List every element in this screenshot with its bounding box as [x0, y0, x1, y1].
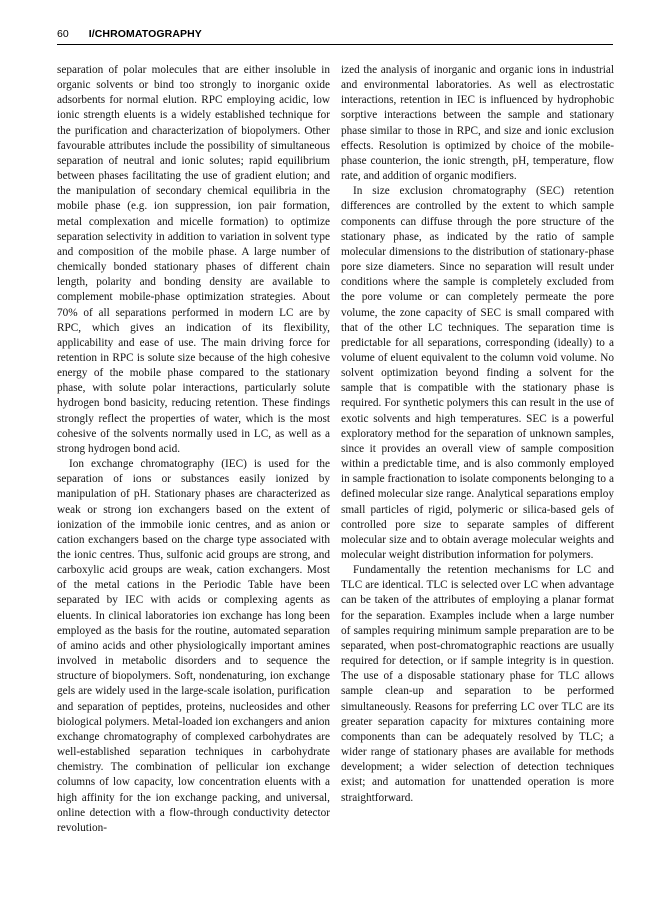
paragraph-iec-cont: ized the analysis of inorganic and organic ions in industrial and environmental laboratories. As well as electrostatic interactions, retention in IEC is influenced by hydrophobic sorptive interactions between the sample and stationary phase similar to those in RPC, and size and ionic exclusion effects. Resolution is optimized by choice of the mobile-phase counterion, the ionic strength, pH, temperature, flow rate, and addition of organic modifiers. [341, 64, 614, 183]
paragraph-sec: In size exclusion chromatography (SEC) retention differences are controlled by the extent to which sample components can diffuse through the pore structure of the stationary phase, as indicated by the ratio of sample molecular dimensions to the distribution of stationary-phase pore size diameters. Since no separation will result under conditions where the sample is completely excluded from the pore volume or can completely permeate the pore volume, the zone capacity of SEC is small compared with that of the other LC techniques. The separation time is predictable for all separations, corresponding (ideally) to a volume of eluent equivalent to the column void volume. No solvent optimization beyond finding a solvent for the sample that is compatible with the stationary phase is required. For synthetic polymers this can result in the use of exotic solvents and high temperatures. SEC is a powerful exploratory method for the separation of unknown samples, since it provides an overall view of sample composition within a predictable time, and is also commonly employed in sample fractionation to isolate components belonging to a defined molecular size range. Analytical separations employ small particles of rigid, polymeric or silica-based gels of controlled pore size to separate samples of different molecular size and to obtain average molecular weights and molecular weight distribution information for polymers. [341, 185, 614, 561]
header-rule [57, 44, 613, 45]
paragraph-rpc: separation of polar molecules that are either insoluble in organic solvents or bind too strongly to inorganic oxide adsorbents for normal elution. RPC employing acidic, low ionic strength eluents is a widely established technique for the purification and characterization of biopolymers. Other favourable attributes include the possibility of simultaneous separation of neutral and ionic solutes; rapid equilibrium between phases facilitating the use of gradient elution; and the manipulation of secondary chemical equilibria in the mobile phase (e.g. ion suppression, ion pair formation, metal complexation and micelle formation) to optimize separation selectivity in addition to variation in solvent type and composition of the mobile phase. A large number of chemically bonded stationary phases of different chain length, polarity and bonding density are available to complement mobile-phase optimization strategies. About 70% of all separations performed in modern LC are by RPC, which gives an indication of its flexibility, applicability and ease of use. The main driving force for retention in RPC is solute size because of the high cohesive energy of the mobile phase compared to the stationary phase, with solute polar interactions, particularly solute hydrogen bond basicity, reducing retention. These findings strongly reflect the properties of water, which is the most cohesive of the solvents normally used in LC, as well as a strong hydrogen bond acid. [57, 64, 330, 455]
right-column [341, 63, 614, 806]
page-number: 60 [57, 28, 69, 40]
left-column [57, 63, 330, 836]
section-title: I/CHROMATOGRAPHY [88, 28, 202, 40]
paragraph-lc-tlc: Fundamentally the retention mechanisms for LC and TLC are identical. TLC is selected over LC when advantage can be taken of the attributes of employing a planar format for the separation. Examples include when a large number of samples requiring minimum sample preparation are to be separated, when post-chromatographic reactions are usually required for detection, or if sample integrity is in question. The use of a disposable stationary phase for TLC allows sample clean-up and separation to be performed simultaneously. Reasons for preferring LC over TLC are its greater separation capacity for mixtures containing more components than can be adequately resolved by TLC; a wider range of stationary phases are available for methods development; a wider selection of detection techniques exist; and automation for unattended operation is more straightforward. [341, 564, 614, 804]
running-head [57, 28, 613, 40]
paragraph-iec: Ion exchange chromatography (IEC) is used for the separation of ions or substances easily ionized by manipulation of pH. Stationary phases are characterized as weak or strong ion exchangers based on the extent of ionization of the immobile ionic centres, and as anion or cation exchangers based on the charge type associated with the ionic centres. Thus, sulfonic acid groups are strong, and carboxylic acid groups are weak, cation exchangers. Most of the metal cations in the Periodic Table have been separated by IEC with acids or complexing agents as eluents. In clinical laboratories ion exchange has long been employed as the basis for the routine, automated separation of amino acids and other physiologically important amines involved in metabolic disorders and to sequence the structure of biopolymers. Soft, nondenaturing, ion exchange gels are widely used in the large-scale isolation, purification and separation of peptides, proteins, nucleosides and other biological polymers. Metal-loaded ion exchangers and anion exchange chromatography of complexed carbohydrates are well-established separation techniques in carbohydrate chemistry. The combination of pellicular ion exchange columns of low capacity, low concentration eluents with a high affinity for the ion exchange packing, and universal, online detection with a flow-through conductivity detector revolution- [57, 458, 330, 834]
